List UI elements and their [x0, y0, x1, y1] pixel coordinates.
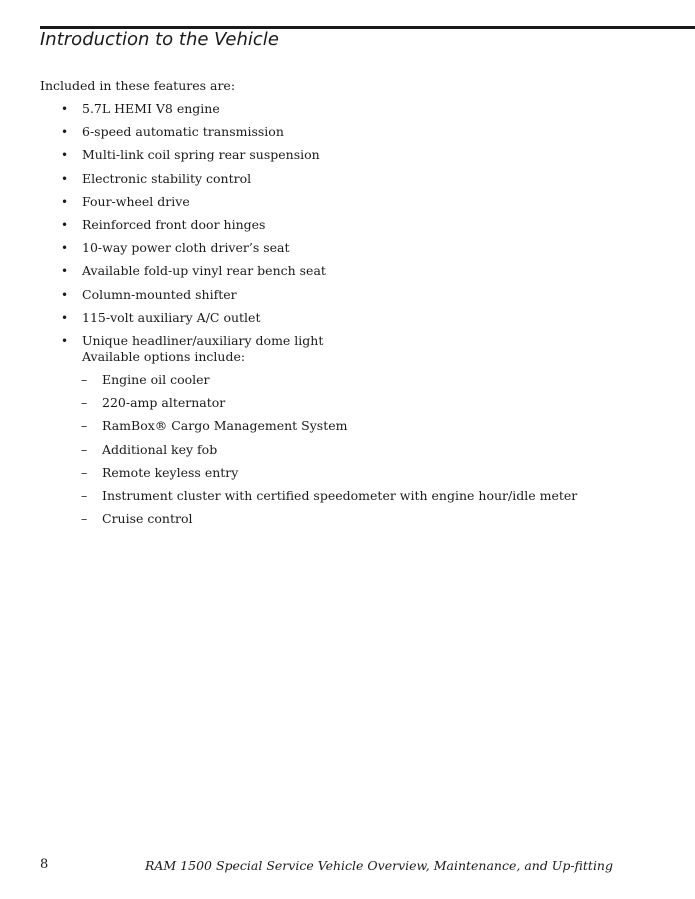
feature-text: 5.7L HEMI V8 engine [82, 101, 220, 116]
feature-text: 115-volt auxiliary A/C outlet [82, 309, 261, 325]
option-text: Remote keyless entry [102, 464, 239, 480]
options-intro: Available options include: [82, 348, 246, 364]
feature-text: Electronic stability control [82, 170, 252, 186]
bullet-icon: • [61, 102, 69, 116]
dash-icon: – [81, 511, 88, 527]
bullet-icon: • [61, 264, 69, 279]
dash-icon: – [81, 395, 88, 411]
feature-item [40, 147, 326, 163]
bullet-icon: • [61, 171, 69, 186]
option-item [40, 372, 577, 388]
option-text: Additional key fob [102, 441, 218, 457]
feature-item [40, 194, 326, 210]
bullet-icon: • [61, 148, 69, 163]
bullet-icon: • [61, 241, 69, 256]
option-item [40, 511, 577, 527]
feature-item [40, 333, 326, 365]
bullet-icon: • [61, 217, 69, 232]
bullet-icon: • [61, 125, 69, 140]
option-item [40, 465, 577, 481]
options-list [40, 372, 577, 534]
feature-item [40, 287, 326, 303]
feature-text: Unique headliner/auxiliary dome light [82, 332, 324, 348]
feature-item [40, 310, 326, 326]
section-title: Introduction to the Vehicle [40, 29, 279, 50]
page-number: 8 [40, 857, 49, 872]
feature-item [40, 240, 326, 256]
option-item [40, 395, 577, 411]
dash-icon: – [81, 487, 88, 503]
footer-document-title: RAM 1500 Special Service Vehicle Overview, Maintenance, and Up-fitting [144, 858, 613, 873]
feature-text: Multi-link coil spring rear suspension [82, 147, 320, 163]
bullet-icon: • [61, 194, 69, 209]
option-item [40, 488, 577, 504]
feature-item [40, 263, 326, 279]
feature-item [40, 124, 326, 140]
option-text: Instrument cluster with certified speedometer with engine hour/idle meter [102, 487, 578, 503]
bullet-icon: • [61, 287, 69, 302]
features-intro: Included in these features are: [40, 78, 236, 93]
option-text: 220-amp alternator [102, 395, 226, 411]
option-item [40, 418, 577, 434]
bullet-icon: • [61, 333, 69, 348]
dash-icon: – [81, 418, 88, 434]
feature-item [40, 171, 326, 187]
feature-item [40, 101, 326, 117]
dash-icon: – [81, 441, 88, 457]
bullet-icon: • [61, 310, 69, 325]
feature-text: 6-speed automatic transmission [82, 124, 284, 140]
option-text: Cruise control [102, 511, 193, 527]
feature-text: Column-mounted shifter [82, 286, 237, 302]
feature-text: Available fold-up vinyl rear bench seat [82, 263, 326, 279]
dash-icon: – [81, 372, 88, 387]
feature-text: 10-way power cloth driver’s seat [82, 240, 290, 256]
feature-text: Four-wheel drive [82, 193, 190, 209]
option-text: Engine oil cooler [102, 372, 210, 387]
option-text: RamBox® Cargo Management System [102, 418, 348, 434]
option-item [40, 442, 577, 458]
feature-text: Reinforced front door hinges [82, 216, 266, 232]
feature-item [40, 217, 326, 233]
features-list [40, 101, 326, 372]
dash-icon: – [81, 464, 88, 480]
